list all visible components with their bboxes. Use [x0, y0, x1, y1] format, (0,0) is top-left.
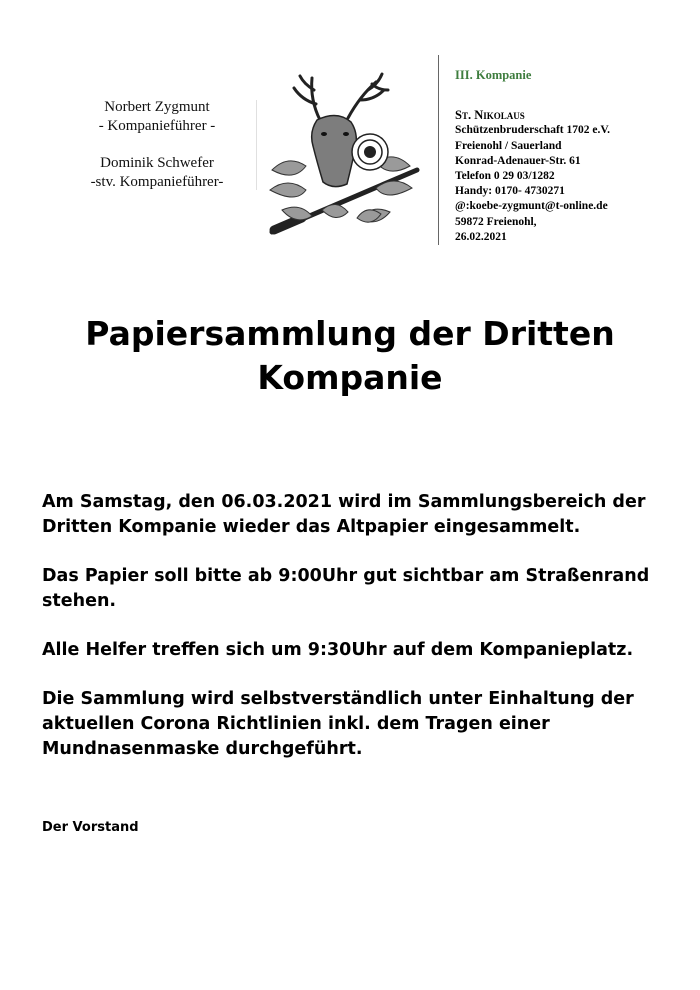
- email: @:koebe-zygmunt@t-online.de: [455, 200, 608, 213]
- organization-address: [455, 68, 695, 245]
- phone: Telefon 0 29 03/1282: [455, 170, 555, 183]
- company-name: III. Kompanie: [455, 68, 532, 82]
- paragraph-corona: Die Sammlung wird selbstverständlich unter Einhaltung der aktuellen Corona Richtlinien inkl. dem Tragen einer Mundnasenmaske durchgeführt.: [42, 689, 634, 759]
- announcement-body: [42, 490, 672, 786]
- title-line-2: Kompanie: [257, 358, 443, 397]
- title-line-1: Papiersammlung der Dritten: [85, 314, 615, 353]
- org-full: Schützenbruderschaft 1702 e.V.: [455, 124, 611, 137]
- leader-name: Norbert Zygmunt: [104, 99, 210, 115]
- divider-left: [256, 100, 257, 190]
- letterhead-contacts: [62, 98, 252, 192]
- org-name: St. Nikolaus: [455, 108, 525, 123]
- paragraph-helpers: Alle Helfer treffen sich um 9:30Uhr auf dem Kompanieplatz.: [42, 640, 634, 660]
- mobile: Handy: 0170- 4730271: [455, 185, 565, 198]
- location: Freienohl / Sauerland: [455, 139, 562, 152]
- paragraph-date: Am Samstag, den 06.03.2021 wird im Sammlungsbereich der Dritten Kompanie wieder das Altpapier eingesammelt.: [42, 492, 646, 537]
- deputy-role: -stv. Kompanieführer-: [90, 174, 224, 190]
- street: Konrad-Adenauer-Str. 61: [455, 154, 581, 167]
- leader-role: - Kompanieführer -: [98, 118, 216, 134]
- city-line: 59872 Freienohl,: [455, 215, 537, 228]
- paragraph-time: Das Papier soll bitte ab 9:00Uhr gut sichtbar am Straßenrand stehen.: [42, 566, 650, 611]
- divider-right: [438, 55, 439, 245]
- date: 26.02.2021: [455, 230, 507, 243]
- deputy-name: Dominik Schwefer: [100, 155, 214, 171]
- deer-head-target-rifle-crest-icon: [262, 70, 422, 240]
- signature: Der Vorstand: [42, 820, 139, 835]
- page-title: [0, 312, 700, 400]
